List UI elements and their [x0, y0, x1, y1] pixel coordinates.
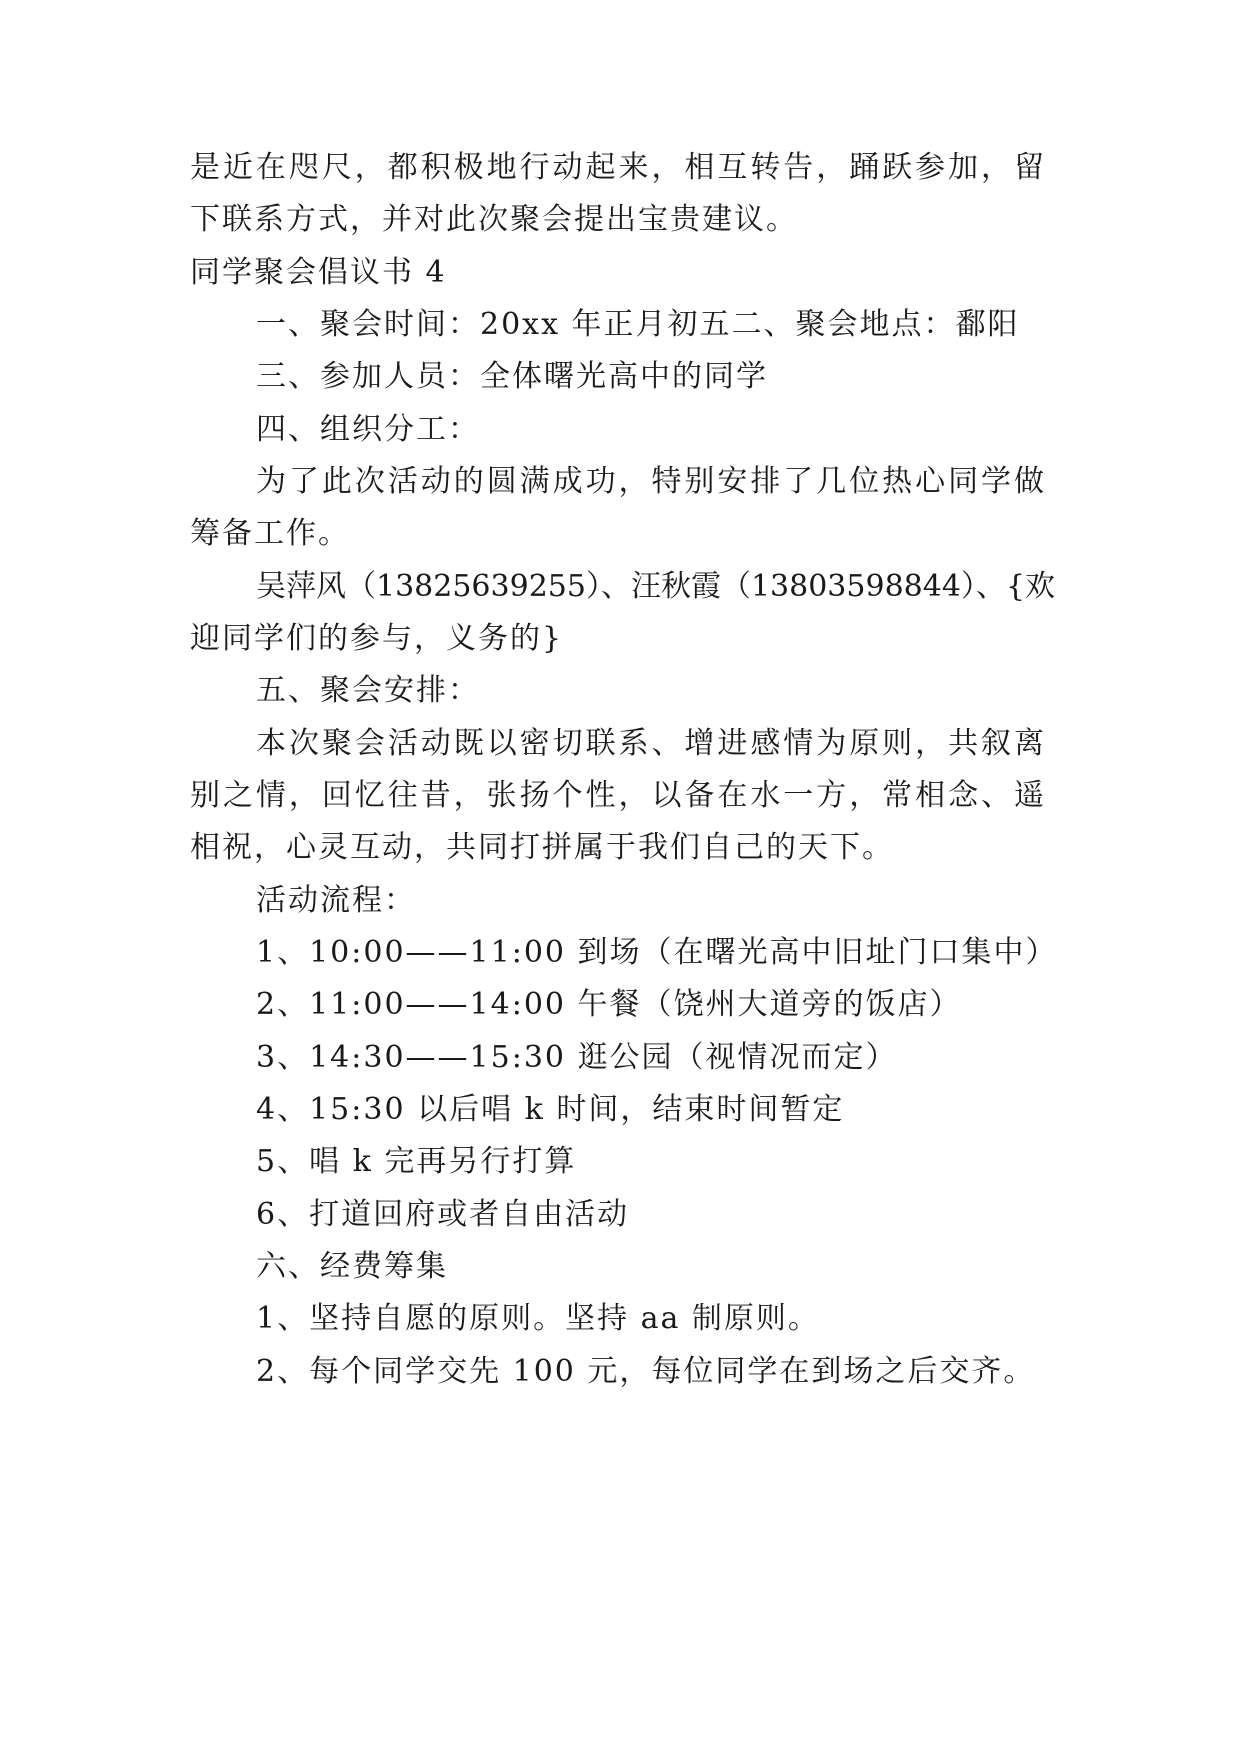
paragraph-line: 吴萍风（13825639255）、汪秋霞（13803598844）、{欢: [256, 569, 1055, 604]
list-item: 2、每个同学交先 100 元，每位同学在到场之后交齐。: [256, 1354, 1036, 1389]
list-item: 2、11:00——14:00 午餐（饶州大道旁的饭店）: [256, 987, 962, 1022]
paragraph-line: 五、聚会安排：: [256, 673, 480, 708]
paragraph-line: 六、经费筹集: [256, 1249, 448, 1284]
section-title: 同学聚会倡议书 4: [190, 255, 447, 290]
paragraph-line: 一、聚会时间：20xx 年正月初五二、聚会地点：鄱阳: [256, 307, 1020, 342]
paragraph-line: 四、组织分工：: [256, 412, 480, 447]
paragraph-line: 本次聚会活动既以密切联系、增进感情为原则，共叙离: [256, 726, 1044, 761]
list-item: 4、15:30 以后唱 k 时间，结束时间暂定: [256, 1092, 845, 1127]
paragraph-line: 下联系方式，并对此次聚会提出宝贵建议。: [190, 202, 798, 237]
list-item: 1、10:00——11:00 到场（在曙光高中旧址门口集中）: [256, 935, 1058, 970]
list-item: 6、打道回府或者自由活动: [256, 1197, 630, 1232]
paragraph-line: 是近在咫尺，都积极地行动起来，相互转告，踊跃参加，留: [190, 150, 1044, 185]
paragraph-line: 三、参加人员：全体曙光高中的同学: [256, 359, 768, 394]
list-item: 1、坚持自愿的原则。坚持 aa 制原则。: [256, 1301, 820, 1336]
paragraph-line: 活动流程：: [256, 883, 416, 918]
paragraph-line: 迎同学们的参与，义务的}: [190, 621, 564, 656]
list-item: 3、14:30——15:30 逛公园（视情况而定）: [256, 1040, 898, 1075]
list-item: 5、唱 k 完再另行打算: [256, 1144, 577, 1179]
paragraph-line: 别之情，回忆往昔，张扬个性，以备在水一方，常相念、遥: [190, 778, 1044, 813]
paragraph-line: 为了此次活动的圆满成功，特别安排了几位热心同学做: [256, 464, 1044, 499]
paragraph-line: 相祝，心灵互动，共同打拼属于我们自己的天下。: [190, 830, 894, 865]
paragraph-line: 筹备工作。: [190, 516, 350, 551]
